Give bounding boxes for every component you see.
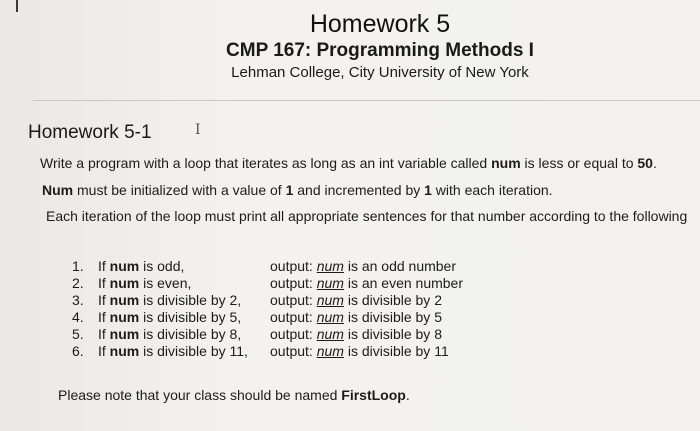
instruction-paragraph-2: [42, 182, 553, 198]
condition-text: [98, 258, 184, 274]
text-span: Please note that your class should be named: [58, 387, 342, 403]
condition-text: [98, 275, 191, 291]
text-span: num: [109, 275, 140, 291]
text-span: num: [109, 326, 140, 342]
text-span: .: [652, 155, 657, 171]
variable-name: Num: [42, 182, 74, 198]
text-span: If: [98, 258, 110, 274]
text-span: is divisible by 5: [343, 309, 442, 325]
output-text: [270, 343, 449, 359]
class-name: FirstLoop: [341, 387, 406, 403]
text-span: num: [109, 292, 140, 308]
text-span: is divisible by 11,: [139, 343, 248, 359]
list-number: 1.: [72, 258, 84, 274]
text-span: num: [316, 343, 344, 359]
text-span: num: [316, 292, 344, 308]
text-span: is divisible by 8: [343, 326, 442, 342]
list-number: 5.: [72, 326, 84, 342]
text-span: num: [109, 343, 140, 359]
text-span: num: [316, 258, 344, 274]
condition-text: [98, 292, 241, 308]
instruction-paragraph-3: Each iteration of the loop must print all appropriate sentences for that number according to the following: [46, 208, 688, 224]
text-span: is divisible by 8,: [139, 326, 242, 342]
text-span: If: [98, 275, 110, 291]
course-title: CMP 167: Programming Methods I: [226, 40, 534, 61]
list-number: 3.: [72, 292, 84, 308]
initial-value: 1: [285, 182, 294, 198]
text-span: output:: [270, 343, 317, 359]
text-span: is divisible by 2,: [139, 292, 242, 308]
text-cursor-icon: I: [195, 122, 201, 138]
text-span: is an even number: [343, 275, 464, 291]
variable-name: num: [491, 155, 521, 171]
text-span: If: [98, 343, 110, 359]
output-text: [270, 275, 463, 291]
text-span: is divisible by 2: [343, 292, 442, 308]
text-span: output:: [270, 258, 317, 274]
condition-text: [98, 343, 248, 359]
page-title: Homework 5: [309, 10, 451, 38]
text-span: If: [98, 326, 110, 342]
margin-mark: [16, 0, 18, 12]
text-span: is less or equal to: [520, 155, 638, 171]
increment-value: 1: [424, 182, 432, 198]
text-span: output:: [270, 292, 317, 308]
class-name-note: [58, 387, 410, 403]
text-span: is divisible by 11: [343, 343, 449, 359]
output-text: [270, 309, 442, 325]
text-span: is an odd number: [343, 258, 457, 274]
instruction-paragraph-1: [40, 155, 657, 171]
text-span: output:: [270, 275, 317, 291]
text-span: Write a program with a loop that iterates as long as an int variable called: [40, 155, 492, 171]
text-span: output:: [270, 326, 317, 342]
text-span: num: [109, 309, 140, 325]
text-span: is odd,: [139, 258, 185, 274]
text-span: is even,: [139, 275, 192, 291]
list-number: 6.: [72, 343, 84, 359]
condition-text: [98, 326, 241, 342]
list-number: 4.: [72, 309, 84, 325]
output-text: [270, 292, 442, 308]
text-span: output:: [270, 309, 317, 325]
header-divider: [33, 100, 700, 101]
text-span: If: [98, 292, 110, 308]
text-span: is divisible by 5,: [139, 309, 242, 325]
institution-name: Lehman College, City University of New York: [231, 64, 529, 81]
text-span: num: [109, 258, 140, 274]
text-span: with each iteration.: [431, 182, 553, 198]
text-span: num: [316, 275, 344, 291]
text-span: If: [98, 309, 110, 325]
text-span: .: [405, 387, 410, 403]
condition-text: [98, 309, 241, 325]
text-span: must be initialized with a value of: [73, 182, 286, 198]
text-span: num: [316, 309, 344, 325]
section-title: Homework 5-1: [28, 122, 152, 143]
list-number: 2.: [72, 275, 84, 291]
limit-value: 50: [637, 155, 653, 171]
output-text: [270, 326, 442, 342]
text-span: and incremented by: [293, 182, 425, 198]
text-span: num: [316, 326, 344, 342]
output-text: [270, 258, 456, 274]
